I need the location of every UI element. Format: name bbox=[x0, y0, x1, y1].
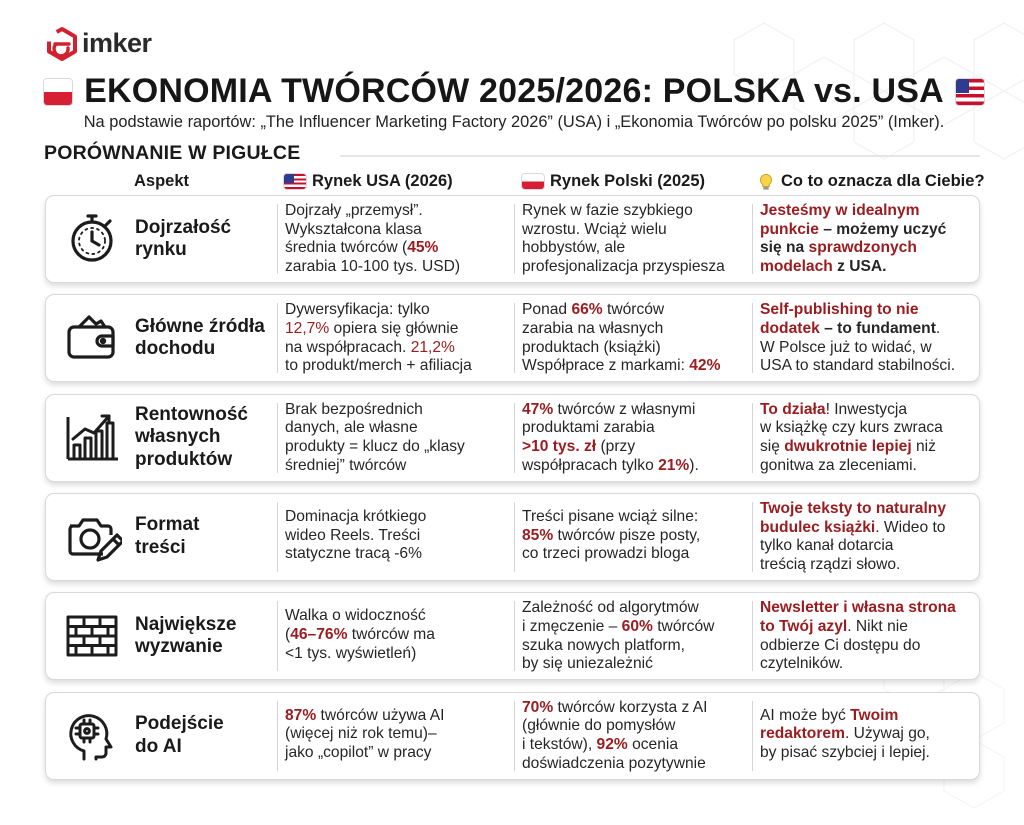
cell-text: twórców korzysta z AI bbox=[553, 698, 708, 716]
cell-text: – to fundament bbox=[819, 320, 936, 337]
cell-text: Zależność od algorytmów bbox=[522, 599, 699, 617]
cell-text: Treści pisane wciąż silne: bbox=[522, 507, 699, 525]
aspect-line: dochodu bbox=[135, 338, 216, 360]
table-row bbox=[45, 592, 980, 680]
cell-text: Wykształcona klasa bbox=[285, 220, 422, 238]
cell-text: . Nikt nie bbox=[847, 617, 908, 635]
cell-text: Współprace z markami: bbox=[522, 357, 690, 375]
cell-line bbox=[522, 457, 747, 476]
highlight-text: Twoje teksty to naturalny bbox=[760, 499, 947, 517]
ai-brain-icon bbox=[62, 705, 122, 765]
lightbulb-icon bbox=[757, 173, 775, 191]
cell-line bbox=[522, 202, 747, 221]
cell-line bbox=[760, 419, 980, 438]
cell-text: i zmęczenie – bbox=[522, 617, 622, 635]
cell-pl bbox=[522, 401, 747, 476]
cell-text: średnia twórców ( bbox=[285, 239, 408, 257]
cell-line bbox=[522, 301, 747, 320]
column-header-for-you-label: Co to oznacza dla Ciebie? bbox=[781, 172, 985, 190]
e-hexagon-logo-icon bbox=[44, 26, 80, 62]
cell-text: wzrostu. Wciąż wielu bbox=[522, 220, 667, 238]
column-divider bbox=[514, 403, 515, 473]
cell-text: twórców pisze posty, bbox=[553, 526, 701, 544]
aspect-line: Rentowność bbox=[135, 403, 248, 425]
highlight-text: to Twój azyl bbox=[760, 617, 848, 635]
column-divider bbox=[514, 601, 515, 671]
column-divider bbox=[752, 204, 753, 274]
column-header-poland-label: Rynek Polski (2025) bbox=[550, 172, 705, 190]
cell-text: (przy bbox=[596, 438, 636, 455]
column-header-usa-label: Rynek USA (2026) bbox=[312, 172, 453, 190]
aspect-line: Największe bbox=[135, 613, 237, 635]
highlight-text: Twoim bbox=[850, 706, 899, 724]
highlight-text: 60% bbox=[621, 617, 653, 635]
cell-text: twórców z własnymi bbox=[553, 400, 696, 418]
aspect-label bbox=[135, 593, 270, 679]
cell-line bbox=[285, 438, 505, 457]
cell-text: twórców bbox=[602, 301, 665, 319]
cell-text: . Używaj go, bbox=[844, 725, 930, 743]
cell-line bbox=[285, 320, 505, 339]
column-divider bbox=[514, 502, 515, 572]
cell-text: doświadczenia pozytywnie bbox=[522, 754, 706, 772]
cell-text: czytelników. bbox=[760, 655, 844, 673]
highlight-text: 21% bbox=[658, 456, 690, 474]
highlight-text: punkcie bbox=[760, 220, 819, 238]
column-divider bbox=[752, 403, 753, 473]
cell-line bbox=[522, 438, 747, 457]
cell-line bbox=[522, 527, 747, 546]
cell-line bbox=[285, 707, 505, 726]
column-divider bbox=[514, 303, 515, 373]
cell-line bbox=[760, 202, 980, 221]
aspect-line: treści bbox=[135, 536, 186, 558]
highlight-text: 92% bbox=[596, 735, 628, 753]
cell-line bbox=[760, 239, 980, 258]
cell-line bbox=[522, 736, 747, 755]
usa-flag-icon bbox=[956, 79, 984, 105]
cell-text: ! Inwestycja bbox=[825, 400, 908, 418]
cell-text: ). bbox=[689, 456, 699, 474]
aspect-line: własnych bbox=[135, 426, 221, 448]
cell-pl bbox=[522, 599, 747, 674]
cell-text: – możemy uczyć bbox=[818, 220, 947, 238]
cell-text: W Polsce już to widać, w bbox=[760, 338, 932, 356]
aspect-line: rynku bbox=[135, 239, 187, 260]
cell-line bbox=[522, 755, 747, 774]
cell-text: niż bbox=[911, 438, 936, 455]
cell-text: gonitwa za zleceniami. bbox=[760, 456, 917, 474]
cell-text: twórców ma bbox=[347, 625, 435, 643]
cell-line bbox=[285, 527, 505, 546]
highlight-text: Self-publishing to nie bbox=[760, 301, 919, 319]
highlight-text: Newsletter i własna strona bbox=[760, 599, 956, 617]
cell-text: wideo Reels. Treści bbox=[285, 526, 421, 544]
column-divider bbox=[752, 601, 753, 671]
highlight-text: dodatek bbox=[760, 320, 820, 337]
cell-usa bbox=[285, 202, 505, 277]
column-header-usa bbox=[284, 172, 453, 191]
cell-line bbox=[522, 717, 747, 736]
cell-text: Ponad bbox=[522, 301, 572, 319]
highlight-text: 87% bbox=[285, 706, 317, 724]
cell-text: treścią rządzi słowo. bbox=[760, 556, 901, 573]
cell-line bbox=[760, 320, 980, 339]
cell-text: AI może być bbox=[760, 706, 851, 724]
highlight-text: 66% bbox=[571, 301, 603, 319]
cell-text: by się uniezależnić bbox=[522, 655, 653, 673]
cell-line bbox=[522, 655, 747, 674]
wallet-icon bbox=[62, 307, 122, 367]
cell-text: twórców bbox=[652, 617, 715, 635]
column-divider bbox=[514, 701, 515, 771]
cell-text: i tekstów), bbox=[522, 735, 597, 753]
cell-text: zarabia 10-100 tys. USD) bbox=[285, 258, 461, 276]
highlight-text: 12,7% bbox=[285, 320, 330, 337]
cell-text: tylko kanał dotarcia bbox=[760, 537, 894, 555]
cell-usa bbox=[285, 607, 505, 663]
column-header-aspect bbox=[134, 172, 189, 191]
cell-text: na współpracach. bbox=[285, 338, 411, 356]
column-divider bbox=[277, 403, 278, 473]
aspect-line: Dojrzałość bbox=[135, 216, 232, 238]
cell-pl bbox=[522, 301, 747, 376]
highlight-text: 45% bbox=[407, 239, 439, 257]
cell-line bbox=[285, 202, 505, 221]
cell-line bbox=[760, 357, 980, 376]
cell-line bbox=[522, 320, 747, 339]
cell-line bbox=[760, 655, 980, 674]
cell-line bbox=[285, 457, 505, 476]
cell-text: produktami zarabia bbox=[522, 419, 655, 437]
cell-line bbox=[285, 401, 505, 420]
highlight-text: modelach bbox=[760, 258, 833, 276]
cell-text: danych, ale własne bbox=[285, 419, 418, 437]
table-row bbox=[45, 394, 980, 482]
cell-usa bbox=[285, 401, 505, 476]
cell-line bbox=[285, 645, 505, 664]
page-title bbox=[44, 72, 984, 111]
cell-line bbox=[760, 707, 980, 726]
column-divider bbox=[752, 502, 753, 572]
cell-line bbox=[285, 357, 505, 376]
section-title: PORÓWNANIE W PIGUŁCE bbox=[44, 142, 301, 164]
column-header-aspect-label: Aspekt bbox=[134, 172, 190, 190]
highlight-text: dwukrotnie lepiej bbox=[784, 438, 912, 455]
cell-line bbox=[285, 725, 505, 744]
highlight-text: sprawdzonych bbox=[808, 239, 917, 257]
aspect-line: Format bbox=[135, 514, 200, 536]
cell-line bbox=[285, 239, 505, 258]
cell-line bbox=[760, 339, 980, 358]
cell-text: ( bbox=[285, 625, 291, 643]
cell-text: odbierze Ci dostępu do bbox=[760, 636, 921, 654]
cell-line bbox=[285, 301, 505, 320]
table-row bbox=[45, 294, 980, 382]
cell-line bbox=[522, 419, 747, 438]
brick-wall-icon bbox=[62, 605, 122, 665]
cell-line bbox=[760, 438, 980, 457]
cell-text: w książkę czy kurs zwraca bbox=[760, 419, 943, 437]
cell-you bbox=[760, 500, 980, 575]
cell-line bbox=[285, 626, 505, 645]
column-header-for-you bbox=[757, 172, 985, 191]
stopwatch-icon bbox=[62, 208, 122, 268]
cell-text: opiera się głównie bbox=[329, 320, 459, 337]
cell-you bbox=[760, 301, 980, 376]
cell-text: z USA. bbox=[832, 258, 887, 276]
cell-you bbox=[760, 599, 980, 674]
cell-usa bbox=[285, 707, 505, 763]
cell-text: (głównie do pomysłów bbox=[522, 717, 676, 735]
camera-pencil-icon bbox=[62, 506, 122, 566]
cell-text: profesjonalizacja przyspiesza bbox=[522, 258, 725, 276]
cell-line bbox=[760, 556, 980, 575]
highlight-text: >10 tys. zł bbox=[522, 438, 597, 455]
cell-text: Dominacja krótkiego bbox=[285, 507, 427, 525]
cell-line bbox=[522, 545, 747, 564]
cell-line bbox=[760, 618, 980, 637]
highlight-text: 85% bbox=[522, 526, 554, 544]
cell-line bbox=[522, 339, 747, 358]
cell-text: twórców używa AI bbox=[316, 706, 445, 724]
cell-pl bbox=[522, 508, 747, 564]
cell-line bbox=[522, 221, 747, 240]
cell-text: współpracach tylko bbox=[522, 456, 659, 474]
cell-line bbox=[760, 221, 980, 240]
cell-line bbox=[285, 221, 505, 240]
cell-line bbox=[285, 744, 505, 763]
aspect-label bbox=[135, 196, 270, 282]
column-divider bbox=[752, 303, 753, 373]
aspect-line: produktów bbox=[135, 448, 233, 470]
cell-line bbox=[522, 637, 747, 656]
cell-usa bbox=[285, 508, 505, 564]
cell-line bbox=[522, 401, 747, 420]
highlight-text: To działa bbox=[760, 400, 826, 418]
cell-line bbox=[760, 457, 980, 476]
title-text: EKONOMIA TWÓRCÓW 2025/2026: POLSKA vs. USA bbox=[84, 72, 944, 110]
cell-text: ocenia bbox=[627, 735, 679, 753]
cell-line bbox=[760, 725, 980, 744]
cell-you bbox=[760, 401, 980, 476]
cell-line bbox=[285, 607, 505, 626]
cell-text: co trzeci prowadzi bloga bbox=[522, 545, 690, 563]
table-row bbox=[45, 493, 980, 581]
cell-line bbox=[285, 339, 505, 358]
highlight-text: Jesteśmy w idealnym bbox=[760, 202, 920, 219]
cell-text: Dywersyfikacja: tylko bbox=[285, 301, 430, 319]
cell-line bbox=[522, 258, 747, 277]
column-divider bbox=[277, 701, 278, 771]
cell-text: produkty = klucz do „klasy bbox=[285, 438, 465, 455]
highlight-text: 21,2% bbox=[410, 338, 455, 356]
cell-line bbox=[285, 508, 505, 527]
cell-text: średniej” twórców bbox=[285, 456, 407, 474]
cell-line bbox=[285, 419, 505, 438]
highlight-text: 42% bbox=[689, 357, 721, 375]
cell-line bbox=[760, 301, 980, 320]
poland-flag-icon bbox=[44, 79, 72, 105]
cell-line bbox=[760, 519, 980, 538]
growth-chart-icon bbox=[62, 407, 122, 467]
cell-you bbox=[760, 202, 980, 277]
cell-text: jako „copilot” w pracy bbox=[285, 743, 432, 761]
cell-text: (więcej niż rok temu)– bbox=[285, 725, 437, 743]
cell-line bbox=[760, 258, 980, 277]
cell-text: Walka o widoczność bbox=[285, 607, 426, 625]
cell-line bbox=[760, 599, 980, 618]
aspect-label bbox=[135, 395, 270, 481]
column-divider bbox=[277, 204, 278, 274]
column-divider bbox=[752, 701, 753, 771]
cell-text: Rynek w fazie szybkiego bbox=[522, 202, 693, 219]
cell-line bbox=[522, 508, 747, 527]
aspect-line: do AI bbox=[135, 735, 182, 757]
aspect-label bbox=[135, 494, 270, 580]
cell-line bbox=[760, 744, 980, 763]
cell-line bbox=[760, 500, 980, 519]
cell-text: USA to standard stabilności. bbox=[760, 357, 956, 375]
cell-line bbox=[760, 637, 980, 656]
column-divider bbox=[277, 601, 278, 671]
cell-line bbox=[522, 699, 747, 718]
cell-line bbox=[760, 537, 980, 556]
cell-line bbox=[522, 599, 747, 618]
highlight-text: 70% bbox=[522, 698, 554, 716]
cell-text: się na bbox=[760, 239, 809, 257]
subtitle: Na podstawie raportów: „The Influencer Marketing Factory 2026” (USA) i „Ekonomia Twórców po polsku 2025” (Imker). bbox=[83, 113, 945, 131]
table-row bbox=[45, 692, 980, 780]
table-row bbox=[45, 195, 980, 283]
cell-text: Dojrzały „przemysł”. bbox=[285, 202, 423, 219]
column-header-poland bbox=[522, 172, 705, 191]
cell-pl bbox=[522, 202, 747, 277]
cell-text: zarabia na własnych bbox=[522, 320, 664, 337]
cell-line bbox=[522, 357, 747, 376]
cell-line bbox=[522, 239, 747, 258]
cell-line bbox=[760, 401, 980, 420]
column-divider bbox=[277, 502, 278, 572]
aspect-line: Podejście bbox=[135, 713, 224, 735]
cell-line bbox=[285, 545, 505, 564]
aspect-line: Główne źródła bbox=[135, 315, 265, 337]
cell-text: . bbox=[935, 320, 941, 337]
aspect-label bbox=[135, 295, 270, 381]
cell-text: statyczne tracą -6% bbox=[285, 545, 422, 563]
column-divider bbox=[277, 303, 278, 373]
cell-text: . Wideo to bbox=[875, 518, 946, 536]
highlight-text: 47% bbox=[522, 400, 554, 418]
highlight-text: redaktorem bbox=[760, 725, 845, 743]
logo-text: imker bbox=[82, 27, 152, 58]
cell-text: by pisać szybciej i lepiej. bbox=[760, 743, 930, 761]
column-divider bbox=[514, 204, 515, 274]
aspect-label bbox=[135, 693, 270, 779]
poland-flag-icon bbox=[522, 174, 544, 189]
cell-text: hobbystów, ale bbox=[522, 239, 626, 257]
aspect-line: wyzwanie bbox=[135, 636, 223, 658]
highlight-text: 46–76% bbox=[290, 625, 348, 643]
usa-flag-icon bbox=[284, 174, 306, 189]
cell-pl bbox=[522, 699, 747, 774]
cell-text: <1 tys. wyświetleń) bbox=[285, 644, 417, 662]
cell-text: to produkt/merch + afiliacja bbox=[285, 357, 472, 375]
cell-text: Brak bezpośrednich bbox=[285, 400, 423, 418]
brand-logo[interactable] bbox=[44, 26, 152, 62]
cell-text: szuka nowych platform, bbox=[522, 636, 685, 654]
highlight-text: budulec książki bbox=[760, 518, 876, 536]
cell-you bbox=[760, 707, 980, 763]
cell-line bbox=[522, 618, 747, 637]
cell-text: produktach (książki) bbox=[522, 338, 661, 356]
cell-text: się bbox=[760, 438, 785, 455]
cell-usa bbox=[285, 301, 505, 376]
cell-line bbox=[285, 258, 505, 277]
section-divider bbox=[340, 155, 980, 157]
